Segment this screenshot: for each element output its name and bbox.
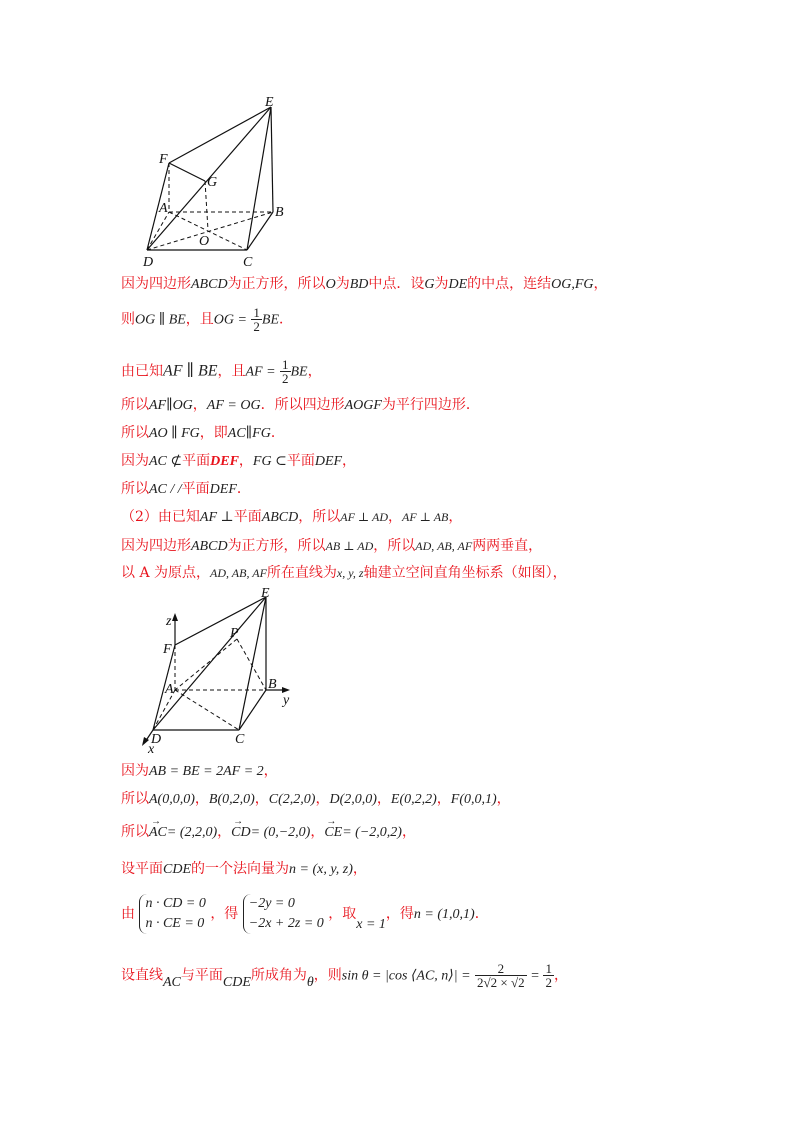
line-11: 因为AB = BE = 2AF = 2， <box>121 763 278 779</box>
fraction-half: $\frac{1}{2}$ <box>253 305 260 334</box>
line-7: 所以AC / /平面DEF． <box>121 481 251 497</box>
label-x: x <box>148 742 155 755</box>
line-9: 因为四边形ABCD为正方形，所以AB ⊥ AD，所以AD, AB, AF两两垂直， <box>121 538 543 554</box>
line-5: 所以AO ∥ FG，即AC∥FG． <box>121 425 285 441</box>
line-6: 因为AC ⊄平面DEF，FG ⊂平面DEF， <box>121 453 357 469</box>
line-10: 以 A 为原点，AD, AB, AF所在直线为x, y, z轴建立空间直角坐标系（如图）， <box>121 565 567 581</box>
line-4: 所以AF∥OG，AF = OG．所以四边形AOGF为平行四边形． <box>121 397 480 413</box>
label-y: y <box>283 693 290 708</box>
line-2: 则OG ∥ BE，且OG = $\frac{1}{2}$ BE． <box>121 305 294 334</box>
line-1: 因为四边形ABCD为正方形，所以O为BD中点．设G为DE的中点，连结OG,FG， <box>121 276 608 292</box>
label-z: z <box>166 614 172 629</box>
figure-prism-1 <box>135 95 295 270</box>
label-O: O <box>199 234 210 249</box>
label-B: B <box>275 205 284 220</box>
equation-system-1: n · CD = 0 n · CE = 0 <box>139 894 205 934</box>
equation-system-2: −2y = 0 −2x + 2z = 0 <box>243 894 324 934</box>
label-C: C <box>243 255 253 270</box>
line-12: 所以A(0,0,0)，B(0,2,0)，C(2,2,0)，D(2,0,0)，E(0,2,2)，F(0,0,1)， <box>121 791 511 807</box>
label-D: D <box>151 732 162 747</box>
label-E: E <box>261 586 270 601</box>
line-16: 设直线AC与平面CDE所成角为θ，则sin θ = |cos ⟨AC, n⟩| = $\frac{2}{2√2 \times √2}$ = $\frac{1}{2}$ ， <box>121 961 568 990</box>
label-P: P <box>230 626 239 641</box>
label-D: D <box>143 255 154 270</box>
fraction-sin: $\frac{2}{2√2 \times √2}$ <box>477 961 525 990</box>
label-C: C <box>235 732 245 747</box>
label-A: A <box>159 201 168 216</box>
label-F: F <box>163 642 172 657</box>
label-G: G <box>207 175 218 190</box>
label-E: E <box>265 95 274 110</box>
line-15: 由 n · CD = 0 n · CE = 0 ，得 −2y = 0 −2x + 2z = 0 ，取x = 1，得n = (1,0,1)． <box>121 896 489 932</box>
line-14: 设平面CDE的一个法向量为n = (x, y, z)， <box>121 861 367 877</box>
line-13: 所以→ AC= (2,2,0)，→ CD= (0,−2,0)，→ CE= (−2,0,2)， <box>121 823 416 842</box>
label-A: A <box>165 682 174 697</box>
line-8: （2）由已知AF ⊥平面ABCD，所以AF ⊥ AD，AF ⊥ AB， <box>121 509 463 525</box>
fraction-half: $\frac{1}{2}$ <box>545 961 552 990</box>
label-B: B <box>268 677 277 692</box>
figure-prism-2-coordinates <box>133 585 303 755</box>
fraction-half: $\frac{1}{2}$ <box>282 357 289 386</box>
label-F: F <box>159 152 168 167</box>
line-3: 由已知AF ∥ BE，且AF = $\frac{1}{2}$ BE， <box>121 357 322 386</box>
